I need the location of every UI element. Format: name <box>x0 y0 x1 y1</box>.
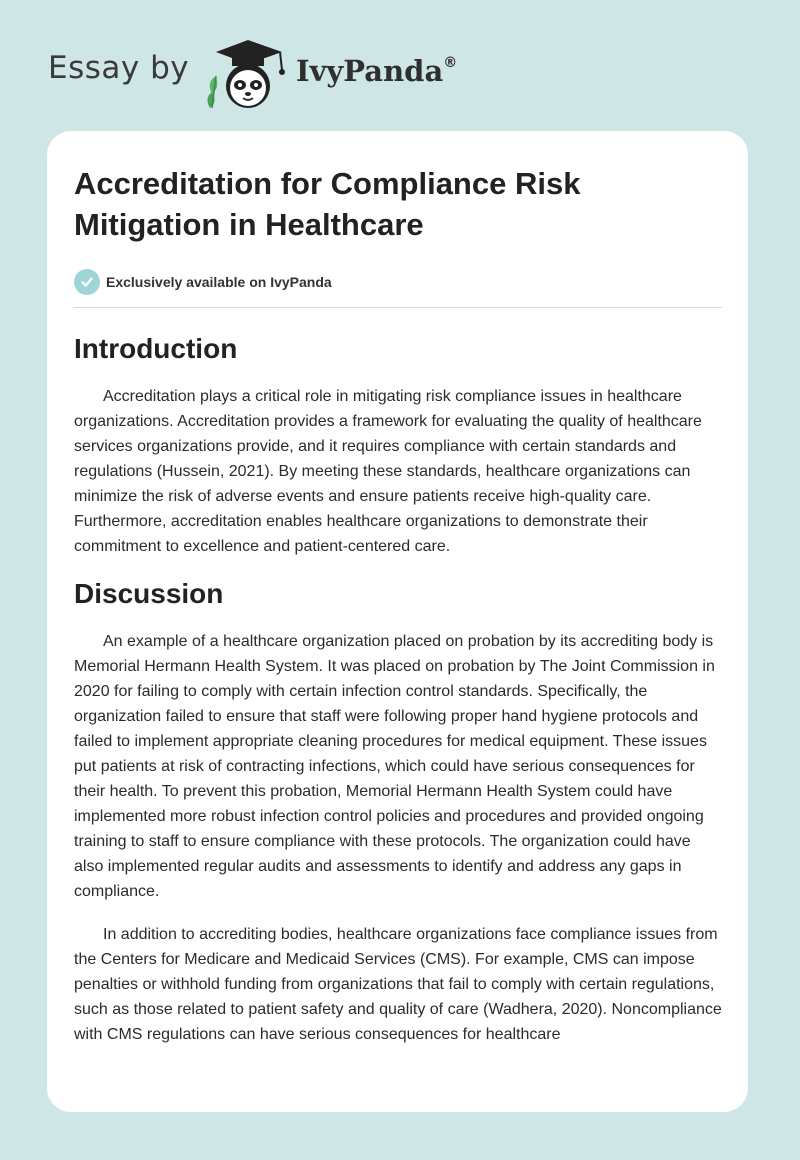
section-heading-discussion: Discussion <box>74 578 224 609</box>
divider <box>74 307 722 308</box>
check-icon <box>74 269 100 295</box>
paragraph: Accreditation plays a critical role in mitigating risk compliance issues in healthcare organizations. Accreditation provides a framework for evaluating the quality of healthcare services organizations provide, and it requires compliance with certain standards and regulations (Hussein, 2021). By meeting these standards, healthcare organizations can minimize the risk of adverse events and ensure patients receive high-quality care. Furthermore, accreditation enables healthcare organizations to demonstrate their commitment to excellence and patient-centered care. <box>74 388 702 555</box>
article-title: Accreditation for Compliance Risk Mitigation in Healthcare <box>74 166 581 242</box>
registered-mark: ® <box>443 55 458 71</box>
panda-logo-icon[interactable] <box>202 36 292 110</box>
paragraph: In addition to accrediting bodies, healthcare organizations face compliance issues from the Centers for Medicare and Medicaid Services (CMS). For example, CMS can impose penalties or withhold funding from organizations that fail to comply with certain regulations, such as those related to patient safety and quality of care (Wadhera, 2020). Noncompliance with CMS regulations can have serious consequences for healthcare <box>74 926 722 1043</box>
paragraph: An example of a healthcare organization placed on probation by its accrediting body is Memorial Hermann Health System. It was placed on probation by The Joint Commission in 2020 for failing to comply with certain infection control standards. Specifically, the organization failed to ensure that staff were following proper hand hygiene protocols and failed to implement appropriate cleaning procedures for medical equipment. These issues put patients at risk of contracting infections, which could have serious consequences for their health. To prevent this probation, Memorial Hermann Health System could have implemented more robust infection control policies and procedures and provided ongoing training to staff to ensure compliance with these protocols. The organization could have also implemented regular audits and assessments to identify and address any gaps in compliance. <box>74 633 715 900</box>
badge-label: Exclusively available on IvyPanda <box>106 274 332 290</box>
section-heading-introduction: Introduction <box>74 333 238 364</box>
article-card <box>47 131 748 1112</box>
essay-by-label: Essay by <box>48 50 190 86</box>
brand-text: IvyPanda <box>296 54 444 88</box>
brand-name[interactable] <box>296 54 457 88</box>
exclusive-badge <box>74 269 722 295</box>
site-header <box>0 0 800 130</box>
